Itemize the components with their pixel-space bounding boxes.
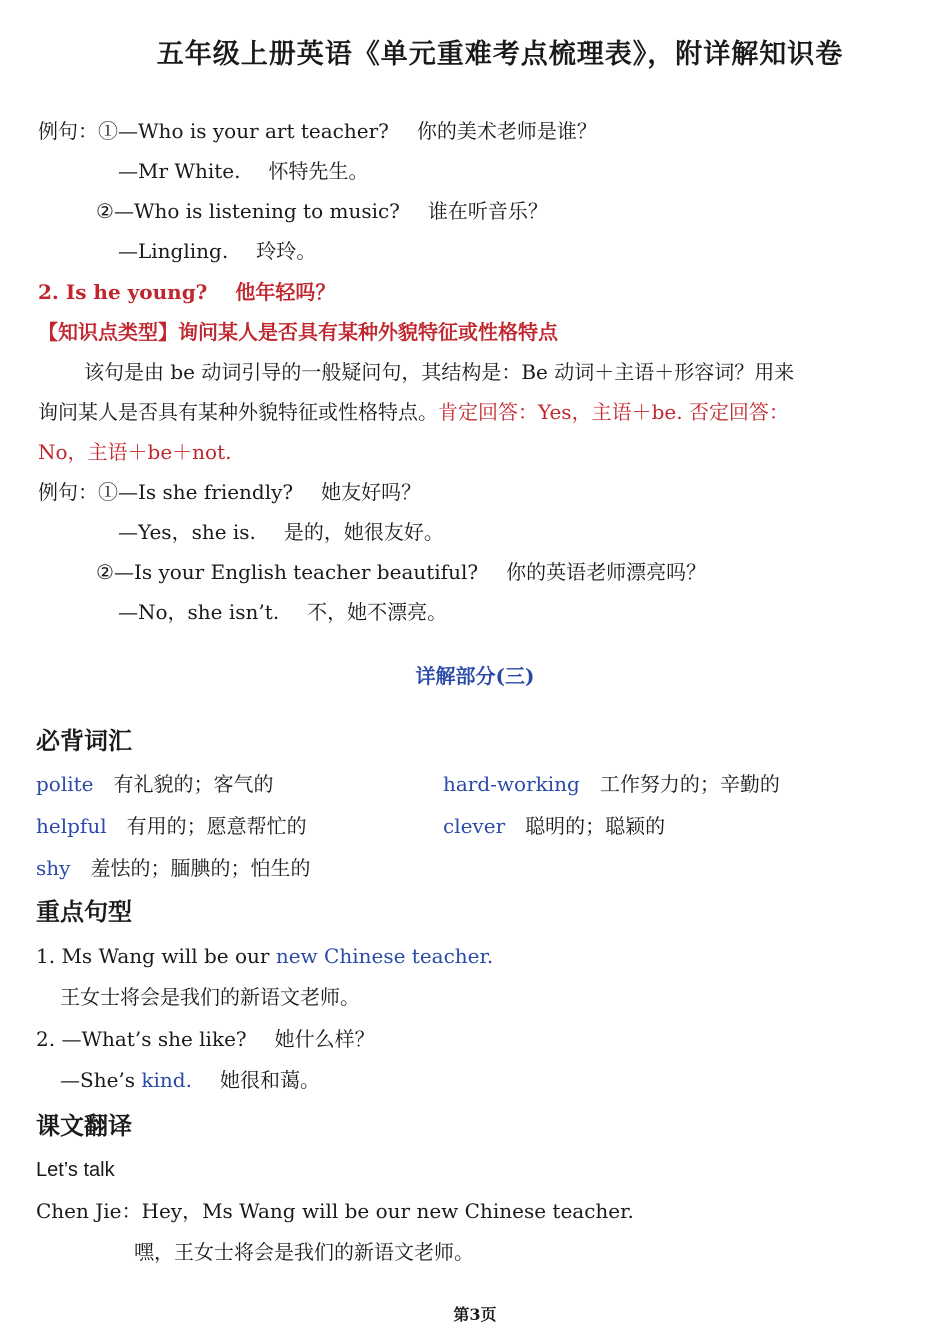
example-number: ② — [96, 199, 114, 223]
example-question-en: —Who is listening to music? — [113, 199, 400, 223]
vocab-meaning: 有礼貌的；客气的 — [113, 772, 274, 796]
key-sentence — [60, 1065, 320, 1095]
explanation-line: 该句是由 be 动词引导的一般疑问句，其结构是：Be 动词＋主语＋形容词？用来 — [84, 360, 795, 384]
explanation-text: 询问某人是否具有某种外貌特征或性格特点。 — [38, 400, 438, 424]
example-answer-row — [118, 517, 444, 547]
sentences-heading: 重点句型 — [36, 898, 132, 926]
vocab-word: polite — [36, 772, 94, 796]
example-label: 例句： — [38, 119, 98, 143]
example-answer-en: —Yes，she is. — [118, 520, 256, 544]
point-heading-cn: 他年轻吗？ — [235, 280, 336, 304]
example-label: 例句： — [38, 480, 98, 504]
example-answer-cn: 是的，她很友好。 — [283, 520, 444, 544]
vocab-item — [36, 811, 307, 841]
example-question-cn: 你的英语老师漂亮吗？ — [506, 560, 707, 584]
answer-rule-affirmative: 肯定回答：Yes，主语＋be. 否定回答： — [438, 400, 789, 424]
example-answer-en: —Lingling. — [118, 239, 229, 263]
example-row — [96, 557, 706, 587]
example-answer-en: —Mr White. — [118, 159, 241, 183]
example-answer-en: —No，she isn’t. — [118, 600, 280, 624]
vocab-meaning: 工作努力的；辛勤的 — [599, 772, 780, 796]
vocab-word: hard-working — [443, 772, 580, 796]
point-heading — [38, 277, 335, 307]
example-question-en: —Is your English teacher beautiful? — [113, 560, 479, 584]
example-answer-row — [118, 597, 447, 627]
point-heading-en: 2. Is he young? — [38, 280, 208, 304]
example-answer-row — [118, 156, 368, 186]
example-question-cn: 她友好吗？ — [321, 480, 422, 504]
vocab-heading: 必背词汇 — [36, 727, 132, 755]
key-sentence-translation: 她什么样？ — [274, 1027, 375, 1051]
key-sentence-translation: 她很和蔼。 — [219, 1068, 320, 1092]
example-number: ② — [96, 560, 114, 584]
key-sentence — [36, 941, 493, 971]
key-sentence-text: 2. —What’s she like? — [36, 1027, 247, 1051]
page-title: 五年级上册英语《单元重难考点梳理表》，附详解知识卷 — [156, 39, 844, 70]
section-title: 详解部分(三) — [415, 664, 535, 688]
key-sentence-highlight: new Chinese teacher. — [275, 944, 494, 968]
vocab-item — [36, 853, 310, 883]
example-row — [38, 477, 421, 507]
key-sentence — [36, 1024, 375, 1054]
example-question-cn: 你的美术老师是谁？ — [416, 119, 597, 143]
vocab-word: helpful — [36, 814, 107, 838]
key-sentence-translation: 王女士将会是我们的新语文老师。 — [60, 985, 360, 1009]
example-question-en: —Who is your art teacher? — [118, 119, 389, 143]
example-row — [96, 196, 548, 226]
vocab-meaning: 羞怯的；腼腆的；怕生的 — [90, 856, 311, 880]
translation-subheading: Let’s talk — [36, 1159, 115, 1181]
dialogue-line: Chen Jie：Hey，Ms Wang will be our new Chinese teacher. — [36, 1199, 634, 1223]
vocab-word: clever — [443, 814, 506, 838]
key-sentence-text: 1. Ms Wang will be our — [36, 944, 270, 968]
example-number: ① — [98, 119, 118, 143]
example-answer-cn: 怀特先生。 — [268, 159, 369, 183]
translation-heading: 课文翻译 — [36, 1112, 132, 1140]
key-sentence-text: —She’s — [60, 1068, 136, 1092]
example-question-en: —Is she friendly? — [118, 480, 294, 504]
dialogue-translation: 嘿，王女士将会是我们的新语文老师。 — [134, 1240, 474, 1264]
example-answer-cn: 玲玲。 — [256, 239, 317, 263]
knowledge-type-label: 【知识点类型】询问某人是否具有某种外貌特征或性格特点 — [38, 320, 558, 344]
vocab-item — [36, 769, 274, 799]
explanation-line — [38, 397, 789, 427]
example-question-cn: 谁在听音乐？ — [427, 199, 548, 223]
example-answer-cn: 不，她不漂亮。 — [307, 600, 448, 624]
example-number: ① — [98, 480, 118, 504]
vocab-item — [443, 811, 665, 841]
vocab-word: shy — [36, 856, 71, 880]
example-answer-row — [118, 236, 316, 266]
answer-rule-negative: No，主语＋be＋not. — [38, 440, 232, 464]
vocab-item — [443, 769, 780, 799]
vocab-meaning: 聪明的；聪颖的 — [525, 814, 666, 838]
key-sentence-highlight: kind. — [141, 1068, 192, 1092]
page-number: 第3页 — [453, 1305, 497, 1324]
example-row — [38, 116, 597, 146]
vocab-meaning: 有用的；愿意帮忙的 — [126, 814, 307, 838]
